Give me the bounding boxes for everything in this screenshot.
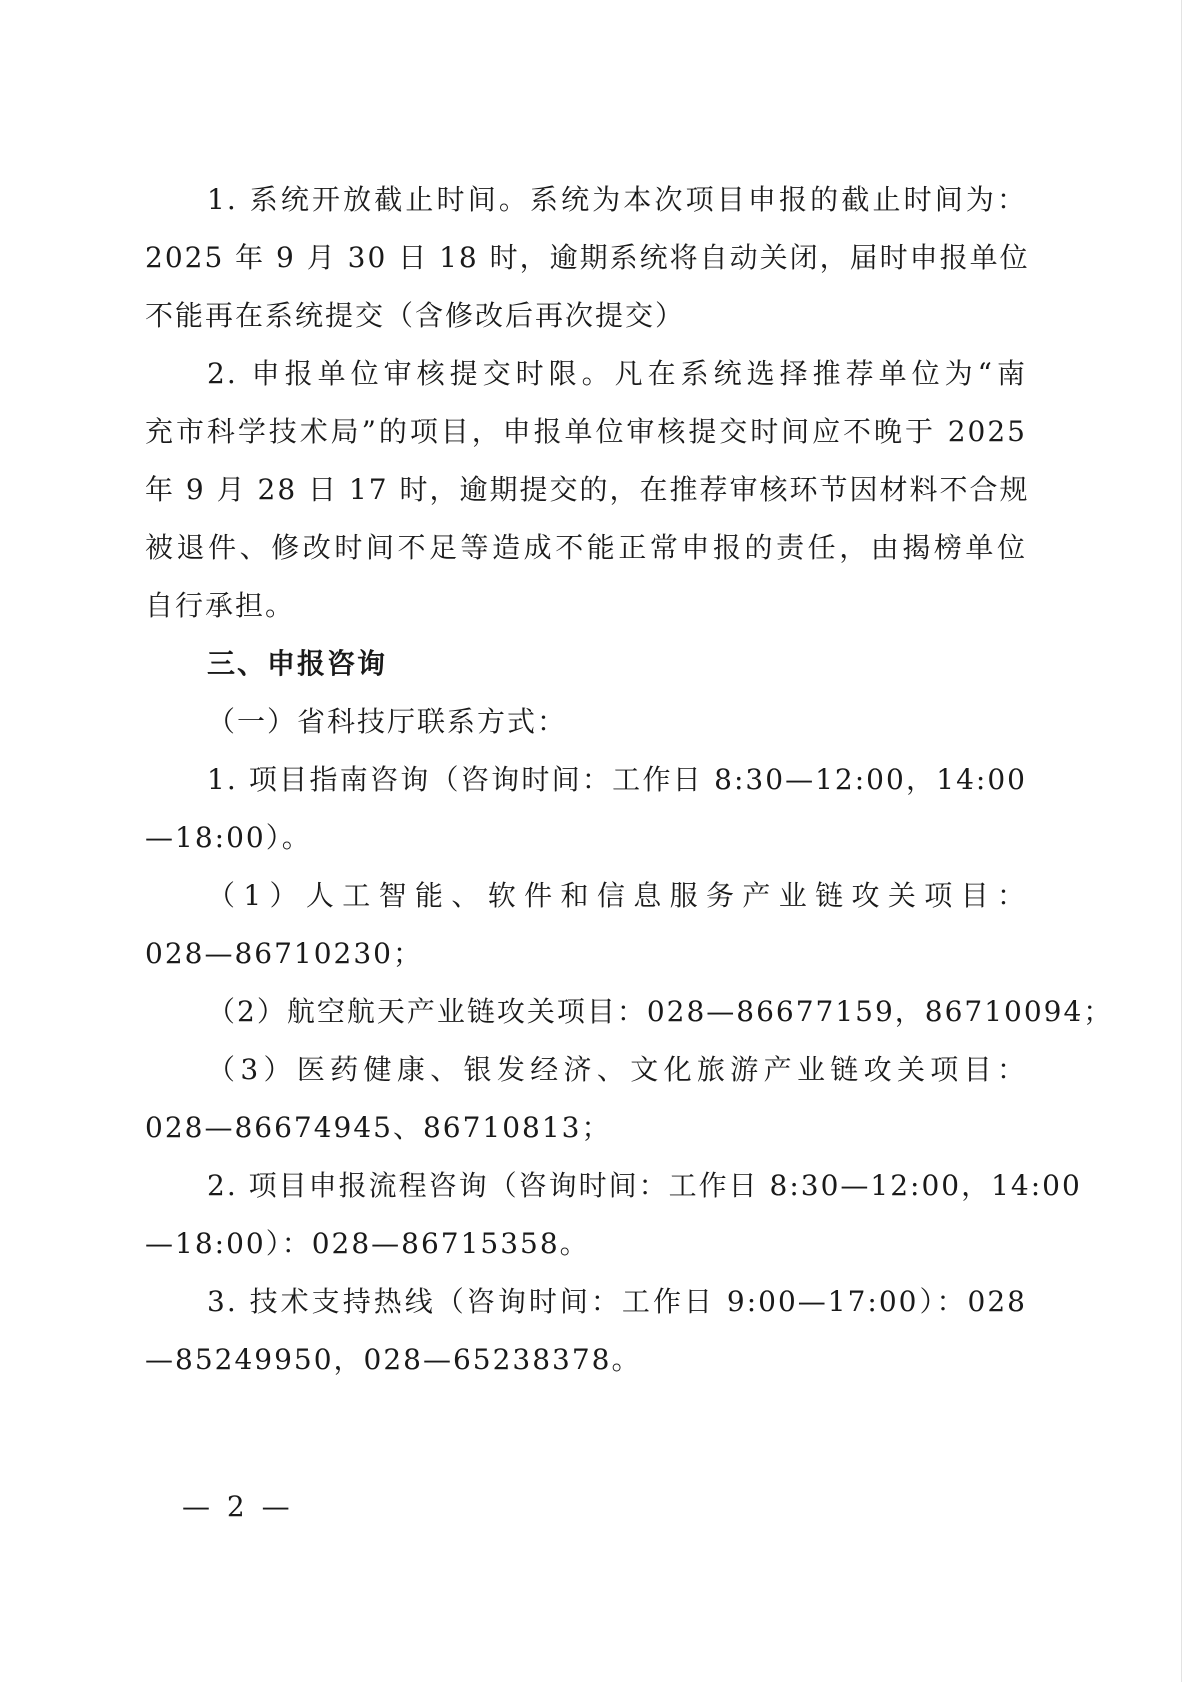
subheading: （一）省科技厅联系方式： [207,705,568,738]
paragraph-line: 028—86710230； [145,937,423,970]
paragraph-line: 1. 项目指南咨询（咨询时间：工作日 8:30—12:00，14:00 [207,763,1027,796]
paragraph-line: （2）航空航天产业链攻关项目：028—86677159，86710094； [207,995,1114,1028]
paragraph-line: —18:00）：028—86715358。 [145,1227,590,1260]
paragraph-line: —18:00）。 [145,821,312,854]
paragraph-line: 自行承担。 [145,589,296,622]
paragraph-line: 3. 技术支持热线（咨询时间：工作日 9:00—17:00）：028 [207,1285,1027,1318]
paragraph-line: 2. 申报单位审核提交时限。凡在系统选择推荐单位为“南 [207,357,1027,390]
paragraph-line: 不能再在系统提交（含修改后再次提交） [145,299,686,332]
paragraph-line: 028—86674945、86710813； [145,1111,612,1144]
paragraph-line: （1）人工智能、软件和信息服务产业链攻关项目： [207,879,1027,912]
paragraph-line: 被退件、修改时间不足等造成不能正常申报的责任，由揭榜单位 [145,531,1027,564]
paragraph-line: 2025 年 9 月 30 日 18 时，逾期系统将自动关闭，届时申报单位 [145,241,1030,274]
paragraph-line: 年 9 月 28 日 17 时，逾期提交的，在推荐审核环节因材料不合规 [145,473,1030,506]
document-body [145,171,1114,1389]
section-heading: 三、申报咨询 [207,647,388,680]
paragraph-line: —85249950，028—65238378。 [145,1343,642,1376]
page-number: — 2 — [182,1490,294,1523]
paragraph-line: （3）医药健康、银发经济、文化旅游产业链攻关项目： [207,1053,1027,1086]
paragraph-line: 2. 项目申报流程咨询（咨询时间：工作日 8:30—12:00，14:00 [207,1169,1082,1202]
paragraph-line: 1. 系统开放截止时间。系统为本次项目申报的截止时间为： [207,183,1027,216]
scan-edge-line [1181,0,1182,1682]
paragraph-line: 充市科学技术局”的项目，申报单位审核提交时间应不晚于 2025 [145,415,1027,448]
